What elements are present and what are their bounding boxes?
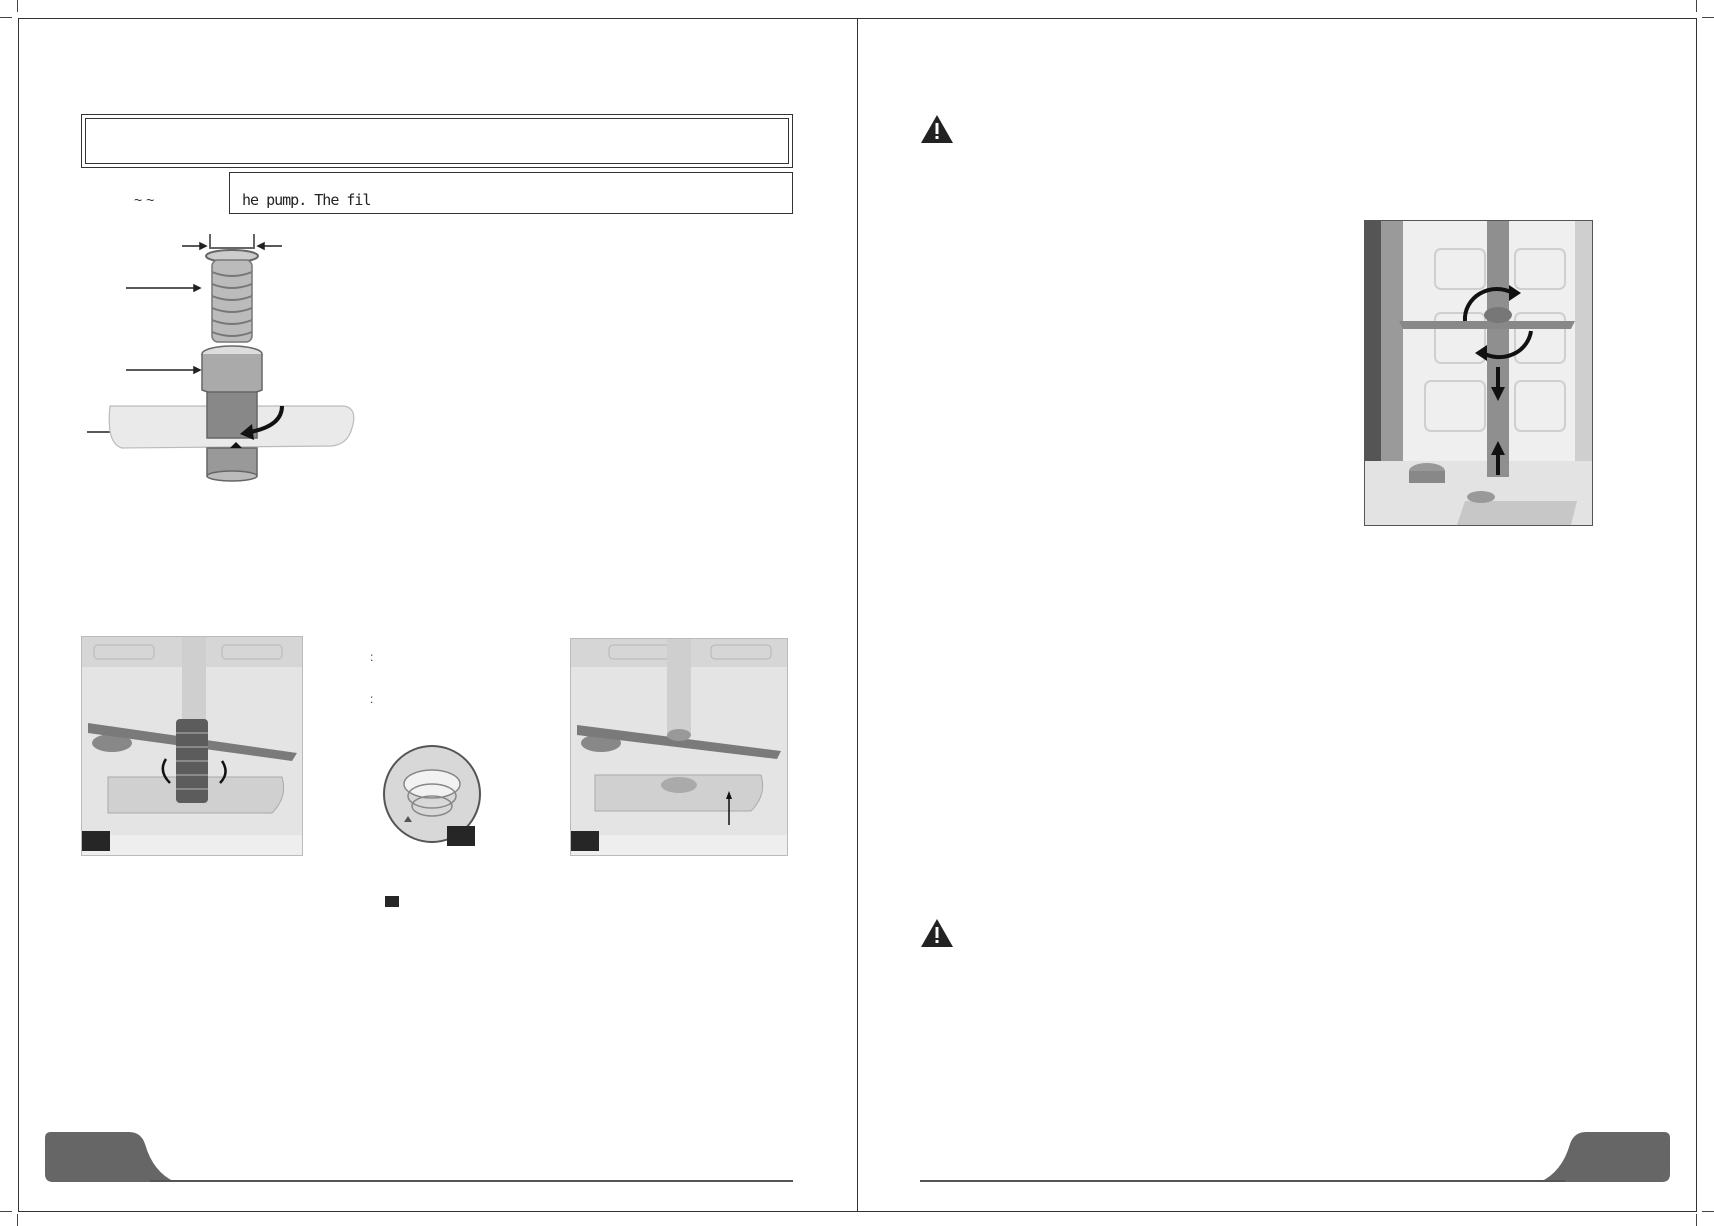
upper-spray-arm-photo: [1364, 220, 1593, 526]
crop-mark: [1702, 17, 1714, 18]
section-title-box: [81, 114, 793, 168]
list-marker: :: [370, 650, 374, 664]
filter-handle: [206, 234, 258, 262]
footer-tab-right: [1540, 1132, 1670, 1182]
footer-rule-left: [150, 1180, 793, 1182]
filter-removal-illustration: [82, 637, 302, 855]
step-1-badge: [82, 831, 110, 851]
footer-tab-left: [45, 1132, 175, 1182]
right-page: [857, 18, 1697, 1212]
crop-mark: [1702, 1211, 1714, 1212]
crop-mark: [1696, 0, 1697, 12]
coarse-filter: [202, 346, 262, 396]
cutoff-text: ~ ~: [134, 192, 155, 208]
legend-square: [385, 896, 399, 907]
crop-mark: [17, 0, 18, 12]
list-marker: :: [370, 692, 374, 706]
warning-triangle-icon: [920, 114, 954, 144]
filter-assembly-diagram: [82, 222, 362, 490]
step-3-badge: [571, 831, 599, 851]
crop-mark: [0, 1211, 12, 1212]
note-text: he pump. The fil: [242, 191, 371, 209]
crop-mark: [1696, 1214, 1697, 1226]
spray-arm-removal-illustration: [1365, 221, 1592, 525]
warning-triangle-icon: [920, 918, 954, 948]
spray-arm-installed-illustration: [571, 639, 787, 855]
note-box: [229, 172, 793, 214]
footer-rule-right: [920, 1180, 1565, 1182]
crop-mark: [17, 1214, 18, 1226]
step-3-photo: [570, 638, 788, 856]
step-2-badge: [447, 826, 475, 846]
crop-mark: [0, 17, 12, 18]
step-1-photo: [81, 636, 303, 856]
